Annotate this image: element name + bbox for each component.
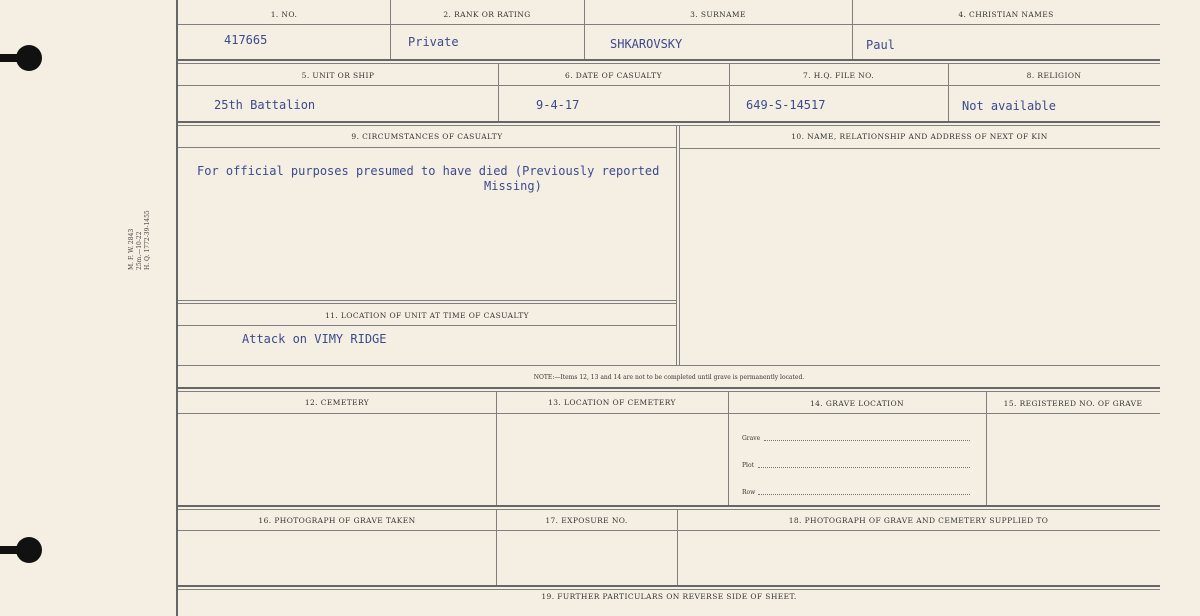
photo-bottom-rule-b <box>178 589 1160 590</box>
value-religion: Not available <box>962 99 1056 113</box>
value-file: 649-S-14517 <box>746 98 826 112</box>
label-plot: Plot <box>742 462 754 469</box>
note-bottom-rule-b <box>178 391 1160 392</box>
label-location-unit: 11. LOCATION OF UNIT AT TIME OF CASUALTY <box>325 311 529 320</box>
label-no: 1. NO. <box>270 10 298 19</box>
row2-top-rule <box>178 63 1160 64</box>
value-circumstances-line1: For official purposes presumed to have died (Previously reported <box>197 164 660 178</box>
label-registered: 15. REGISTERED NO. OF GRAVE <box>1003 399 1143 408</box>
value-surname: SHKAROVSKY <box>610 37 683 51</box>
row2-label-rule <box>178 85 1160 86</box>
cem-divider-1 <box>496 391 497 505</box>
row1-divider-2 <box>584 0 585 59</box>
note-text: NOTE:—Items 12, 13 and 14 are not to be completed until grave is permanently located. <box>533 374 805 381</box>
label-further: 19. FURTHER PARTICULARS ON REVERSE SIDE OF SHEET. <box>541 592 797 601</box>
kin-label-rule <box>679 148 1160 149</box>
loc-label-rule <box>178 325 676 326</box>
label-grave-location: 14. GRAVE LOCATION <box>809 399 905 408</box>
side-print <box>128 210 152 270</box>
row2-bottom-rule <box>178 121 1160 123</box>
row1-label-rule <box>178 24 1160 25</box>
label-christian: 4. CHRISTIAN NAMES <box>958 10 1054 19</box>
label-date: 6. DATE OF CASUALTY <box>565 71 662 80</box>
value-location-unit: Attack on VIMY RIDGE <box>242 332 387 346</box>
loc-top-rule-b <box>178 303 676 304</box>
value-unit: 25th Battalion <box>214 98 316 112</box>
circ-divider-a <box>676 125 677 365</box>
punch-hole-bottom-tab <box>0 546 18 554</box>
note-bottom-rule-a <box>178 387 1160 389</box>
label-surname: 3. SURNAME <box>690 10 746 19</box>
label-location-cemetery: 13. LOCATION OF CEMETERY <box>548 398 676 407</box>
row1-bottom-rule <box>178 59 1160 61</box>
cem-label-rule <box>178 413 1160 414</box>
punch-hole-top-tab <box>0 54 18 62</box>
grave-dotted-line <box>764 440 970 441</box>
label-next-of-kin: 10. NAME, RELATIONSHIP AND ADDRESS OF NEXT OF KIN <box>791 132 1048 141</box>
circ-label-rule <box>178 147 676 148</box>
side-print-line1: M. F. W. 2843 <box>128 228 135 270</box>
value-no: 417665 <box>224 33 268 47</box>
cem-divider-3 <box>986 391 987 505</box>
cem-divider-2 <box>728 391 729 505</box>
label-unit: 5. UNIT OR SHIP <box>301 71 375 80</box>
label-rank: 2. RANK OR RATING <box>443 10 531 19</box>
row3-top-rule <box>178 125 1160 126</box>
punch-hole-bottom <box>16 537 42 563</box>
circ-divider-b <box>679 125 680 365</box>
value-christian: Paul <box>866 38 895 52</box>
label-circumstances: 9. CIRCUMSTANCES OF CASUALTY <box>351 132 503 141</box>
side-print-line2: 25m.—10-22 <box>136 231 143 270</box>
label-file: 7. H.Q. FILE NO. <box>802 71 875 80</box>
label-cemetery: 12. CEMETERY <box>304 398 370 407</box>
row1-divider-3 <box>852 0 853 59</box>
label-row: Row <box>742 489 756 496</box>
value-rank: Private <box>408 35 459 49</box>
photo-label-rule <box>178 530 1160 531</box>
label-grave: Grave <box>742 435 761 442</box>
value-circumstances-line2: Missing) <box>484 179 542 193</box>
photo-bottom-rule-a <box>178 585 1160 587</box>
side-print-line3: H. Q. 1772-39-1455 <box>144 210 151 270</box>
value-date: 9-4-17 <box>536 98 580 112</box>
punch-hole-top <box>16 45 42 71</box>
loc-top-rule-a <box>178 300 676 301</box>
row-dotted-line <box>758 494 970 495</box>
cem-bottom-rule-a <box>178 505 1160 507</box>
label-photo-supplied: 18. PHOTOGRAPH OF GRAVE AND CEMETERY SUPPLIED TO <box>788 516 1049 525</box>
loc-bottom-rule <box>178 365 1160 366</box>
label-religion: 8. RELIGION <box>1026 71 1082 80</box>
plot-dotted-line <box>758 467 970 468</box>
row1-divider-1 <box>390 0 391 59</box>
label-photo-taken: 16. PHOTOGRAPH OF GRAVE TAKEN <box>258 516 416 525</box>
label-exposure: 17. EXPOSURE NO. <box>545 516 628 525</box>
cem-bottom-rule-b <box>178 509 1160 510</box>
